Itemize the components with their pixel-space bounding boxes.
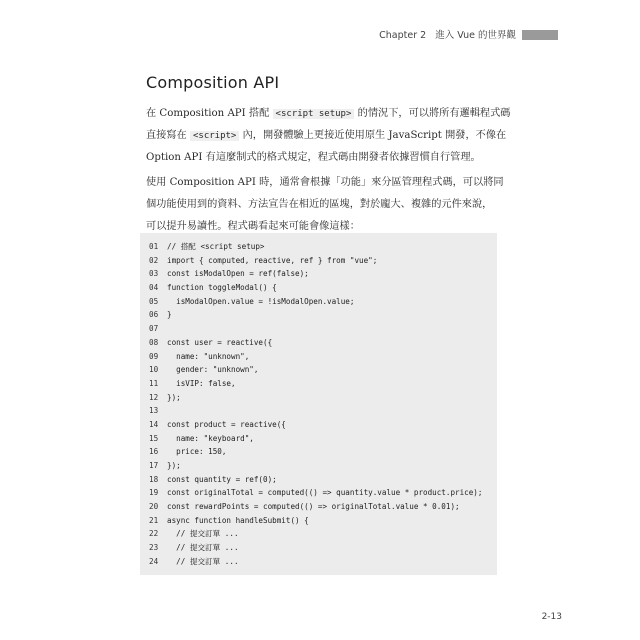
code-text: const rewardPoints = computed(() => originalTotal.value * 0.01); xyxy=(167,502,460,512)
paragraph-1-line-1 xyxy=(146,103,511,125)
line-number: 24 xyxy=(149,556,159,566)
code-line xyxy=(149,281,491,295)
section-title: Composition API xyxy=(146,73,280,92)
code-line xyxy=(149,459,491,473)
paragraph-2-line-2: 個功能使用到的資料、方法宣告在相近的區塊，對於龐大、複雜的元件來說， xyxy=(146,199,493,210)
paragraph-2 xyxy=(146,172,504,238)
code-text: isVIP: false, xyxy=(167,378,236,388)
code-line xyxy=(149,350,491,364)
paragraph-1-line-3: Option API 有這麼制式的格式規定，程式碼由開發者依據習慣自行管理。 xyxy=(146,152,481,163)
line-number: 11 xyxy=(149,378,159,388)
inline-code: <script setup> xyxy=(273,109,355,119)
line-number: 21 xyxy=(149,515,159,525)
line-number: 03 xyxy=(149,269,159,279)
code-line xyxy=(149,445,491,459)
code-text: import { computed, reactive, ref } from "vue"; xyxy=(167,255,378,265)
code-line xyxy=(149,555,491,569)
code-text: } xyxy=(167,310,172,320)
paragraph-1 xyxy=(146,103,511,169)
code-line xyxy=(149,404,491,418)
code-line xyxy=(149,473,491,487)
code-text: name: "keyboard", xyxy=(167,433,254,443)
code-line xyxy=(149,541,491,555)
code-line xyxy=(149,432,491,446)
code-text: isModalOpen.value = !isModalOpen.value; xyxy=(167,296,355,306)
page-number: 2-13 xyxy=(541,612,562,622)
line-number: 09 xyxy=(149,351,159,361)
code-line xyxy=(149,363,491,377)
code-line xyxy=(149,336,491,350)
code-text: const quantity = ref(0); xyxy=(167,474,277,484)
text-run: 直接寫在 xyxy=(146,130,190,141)
running-header xyxy=(379,27,516,41)
code-line xyxy=(149,391,491,405)
code-text: name: "unknown", xyxy=(167,351,250,361)
line-number: 18 xyxy=(149,474,159,484)
text-run: 內，開發體驗上更接近使用原生 JavaScript 開發，不像在 xyxy=(239,130,507,141)
header-bar-decoration xyxy=(522,30,558,40)
line-number: 17 xyxy=(149,461,159,470)
code-text xyxy=(167,404,491,418)
paragraph-2-line-1: 使用 Composition API 時，通常會根據「功能」來分區管理程式碼，可以將同 xyxy=(146,177,504,188)
code-line xyxy=(149,267,491,281)
code-lines xyxy=(149,240,491,569)
line-number: 10 xyxy=(149,365,159,375)
code-line xyxy=(149,322,491,336)
paragraph-2-line-3: 可以提升易讀性。程式碼看起來可能會像這樣： xyxy=(146,221,360,232)
code-text: function toggleModal() { xyxy=(167,283,277,293)
line-number: 20 xyxy=(149,502,159,512)
code-line xyxy=(149,308,491,322)
paragraph-1-line-2 xyxy=(146,125,507,147)
code-line xyxy=(149,418,491,432)
code-text: // 提交訂單 ... xyxy=(167,543,239,553)
line-number: 01 xyxy=(149,242,159,251)
code-text: const user = reactive({ xyxy=(167,337,273,347)
line-number: 06 xyxy=(149,310,159,320)
code-block xyxy=(140,233,497,575)
line-number: 14 xyxy=(149,419,159,429)
code-line xyxy=(149,527,491,541)
code-line xyxy=(149,377,491,391)
line-number: 16 xyxy=(149,447,159,457)
chapter-title: 進入 Vue 的世界觀 xyxy=(435,30,516,41)
line-number: 04 xyxy=(149,283,159,293)
line-number: 19 xyxy=(149,488,159,498)
line-number: 12 xyxy=(149,392,159,402)
line-number: 02 xyxy=(149,255,159,265)
code-text: // 提交訂單 ... xyxy=(167,556,239,566)
code-line xyxy=(149,500,491,514)
code-line xyxy=(149,486,491,500)
line-number: 13 xyxy=(149,406,159,416)
code-line xyxy=(149,254,491,268)
code-line xyxy=(149,514,491,528)
code-text: // 搭配 <script setup> xyxy=(167,242,265,251)
code-text: gender: "unknown", xyxy=(167,365,259,375)
code-text: const isModalOpen = ref(false); xyxy=(167,269,309,279)
code-text: const product = reactive({ xyxy=(167,419,286,429)
text-run: 的情況下，可以將所有邏輯程式碼 xyxy=(354,108,511,119)
line-number: 15 xyxy=(149,433,159,443)
code-text: async function handleSubmit() { xyxy=(167,515,309,525)
chapter-label: Chapter 2 xyxy=(379,30,427,41)
code-line xyxy=(149,295,491,309)
text-run: 在 Composition API 搭配 xyxy=(146,108,273,119)
line-number: 07 xyxy=(149,324,159,334)
line-number: 08 xyxy=(149,337,159,347)
code-text: }); xyxy=(167,461,181,470)
code-text: }); xyxy=(167,392,181,402)
code-text: const originalTotal = computed(() => quantity.value * product.price); xyxy=(167,488,483,498)
code-line xyxy=(149,240,491,254)
inline-code: <script> xyxy=(190,131,239,141)
code-text xyxy=(167,322,491,336)
code-text: price: 150, xyxy=(167,447,227,457)
line-number: 23 xyxy=(149,543,159,553)
line-number: 05 xyxy=(149,296,159,306)
line-number: 22 xyxy=(149,529,159,539)
code-text: // 提交訂單 ... xyxy=(167,529,239,539)
